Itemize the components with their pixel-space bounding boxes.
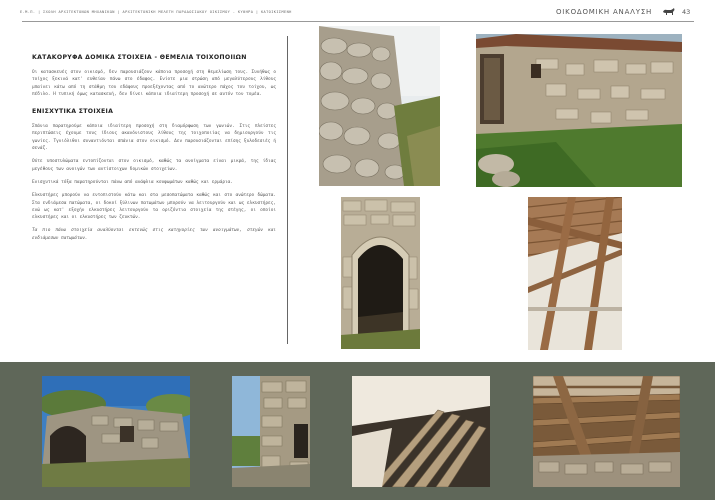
heading-foundations: ΚΑΤΑΚΟΡΥΦΑ ΔΟΜΙΚΑ ΣΤΟΙΧΕΙΑ - ΘΕΜΕΛΙΑ ΤΟΙΧΟΠΟΙΙΩΝ: [32, 54, 247, 61]
column-divider: [287, 36, 288, 344]
photo-roof-beams: [528, 197, 622, 350]
paragraph-arches: Ενισχυτικά τόξα παρατηρούνται πάνω από ανάφλια κουφωμάτων καθώς και ερμάρια.: [32, 179, 233, 185]
header-divider: [22, 21, 694, 22]
paragraph-foundations: Οι κατασκευές στον οικισμό, δεν παρουσιάζουν κάποια προσοχή στη θεμελίωση τους. Συνήθως ο τοίχος ξεκινά κατ' ευθείαν πάνω στο έδαφος. Ενίοτε μια στρώση από μεγαλύτερους λίθους μπαίνει κάτω από τη στάθμη του εδάφους προεξέχοντας από το ανώτερο πάχος του τοίχου, ως πέδιλο. Η τυπική όμως κατασκευή, δεν δίνει κάποια ιδιαίτερη προσοχή σε αυτόν τον τομέα.: [32, 70, 276, 97]
paragraph-summary: Τα πιο πάνω στοιχεία αναλύονται εκτενώς στις κατηγορίες των ανοιγμάτων, στεγών και ενδιάμεσων πατωμάτων.: [32, 228, 276, 241]
photo-arched-doorway: [341, 197, 420, 349]
photo-floor-joists: [352, 376, 490, 487]
paragraph-tie-beams: Ελκυστήρες μπορούν να εντοπιστούν κάτω και στα μεσοπατώματα καθώς και στο ανώτερο δώματα. Στα ενδιάμεσα πατώματα, οι δοκοί ξύλινων πατωμάτων μπορούν να λειτουργούν και ως ελκυστήρες, ενώ ως κατ' εξοχήν ελκυστήρες λειτουργούν τα οριζόντια στοιχεία της στέγης, οι οποίοι ελκυστήρες και οι ελκυστήρες των ζευκτών.: [32, 193, 276, 221]
photo-wall-corner: [232, 376, 310, 487]
section-title: ΟΙΚΟΔΟΜΙΚΗ ΑΝΑΛΥΣΗ: [556, 8, 653, 16]
paragraph-columns: Ούτε υποστυλώματα εντοπίζονται στον οικισμό, καθώς τα ανοίγματα είναι μικρά, της ίδιας μεγέθους των ανοιγών των αντίστοιχων δομικών στοιχείων.: [32, 159, 276, 172]
heading-reinforcements: ΕΝΙΣΧΥΤΙΚΑ ΣΤΟΙΧΕΙΑ: [32, 108, 114, 116]
photo-ruined-house: [476, 34, 682, 187]
paragraph-corners: Σπάνια παρατηρούμε κάποια ιδιαίτερη προσοχή στη διαμόρφωση των γωνιών. Στις πλείστες περιπτώσεις έχουμε τους ίδιους ακανόνιστους λίθους της τοιχοποιίας να δημιουργούν τις γωνίες. Τγνιόλιθοι συναντιόνται σπάνια στον οικισμό. Δεν παρουσιάζονται επίσης ξυλοδεσιές ή σενάζ.: [32, 124, 276, 152]
photo-stone-wall-base: [319, 26, 440, 186]
header-breadcrumb: Ε.Μ.Π. | ΣΧΟΛΗ ΑΡΧΙΤΕΚΤΟΝΩΝ ΜΗΧΑΝΙΚΩΝ | ΑΡΧΙΤΕΚΤΟΝΙΚΗ ΜΕΛΕΤΗ ΠΑΡΑΔΟΣΙΑΚΟΥ ΟΙΚΙΣΜΟΥ - ΚΥΘΗΡΑ | ΚΑΤΟΙΚΙΣΜΕΝΗ: [20, 10, 292, 14]
page-header: [0, 0, 715, 22]
goat-icon: [662, 7, 675, 17]
text-column: [32, 54, 276, 248]
photo-ceiling-beams: [533, 376, 680, 487]
photo-ruin-landscape: [42, 376, 190, 487]
page-number: 43: [682, 8, 691, 16]
